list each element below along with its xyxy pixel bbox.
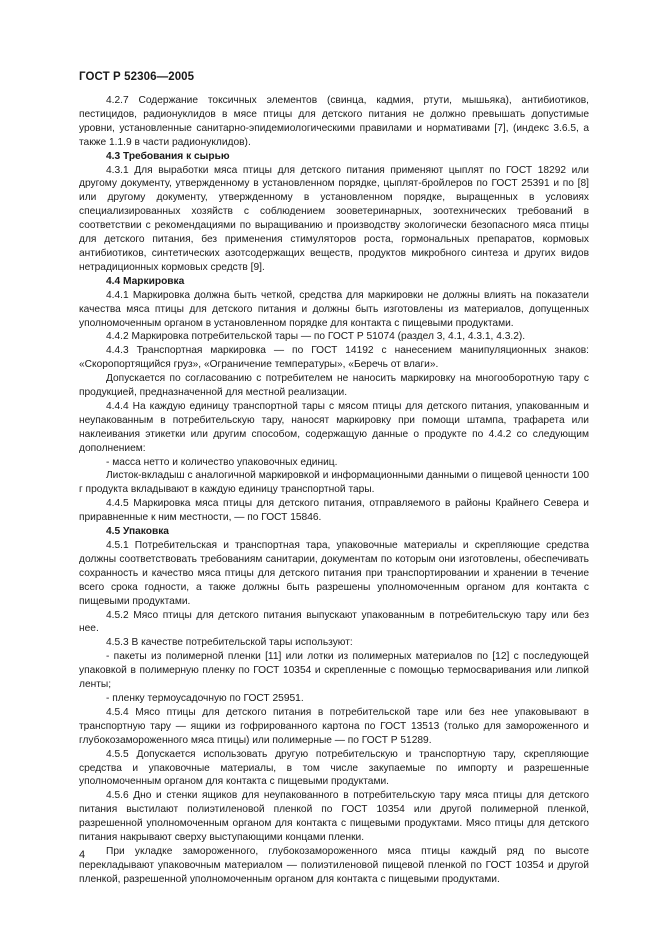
page-number: 4 [79,849,86,861]
document-header: ГОСТ Р 52306—2005 [79,71,195,83]
paragraph: 4.5.4 Мясо птицы для детского питания в потребительской таре или без нее упаковывают в транспортную тару — ящики из гофрированного картона по ГОСТ 13513 (только для замороженного и глубокозамороженного мяса птицы) или полимерные — по ГОСТ Р 51289. [79,706,589,746]
paragraph: 4.5.6 Дно и стенки ящиков для неупакованного в потребительскую тару мяса птицы для детского питания выстилают полиэтиленовой пленкой по ГОСТ 10354 или другой полимерной пленкой, разрешенной уполномоченным органом для контакта с пищевыми продуктами. Мясо птицы для детского питания накрывают сверху выступающими концами пленки. [79,790,589,844]
paragraph: 4.4.4 На каждую единицу транспортной тары с мясом птицы для детского питания, упакованным и неупакованным в потребительскую тару, наносят маркировку при помощи штампа, трафарета или наклеивания этикетки или другим способом, содержащую данные о продукте по 4.4.2 со следующим дополнением: [79,400,589,454]
paragraph: 4.5.3 В качестве потребительской тары используют: [106,637,353,649]
paragraph: При укладке замороженного, глубокозамороженного мяса птицы каждый ряд по высоте перекладывают упаковочным материалом — полиэтиленовой пищевой пленкой по ГОСТ 10354 и другой пленкой, разрешенной уполномоченным органом для контакта с пищевыми продуктами. [79,845,589,885]
paragraph: 4.4.5 Маркировка мяса птицы для детского питания, отправляемого в районы Крайнего Севера и приравненные к ним местности, — по ГОСТ 15846. [79,498,589,524]
document-body [79,94,589,887]
paragraph: 4.4.2 Маркировка потребительской тары — по ГОСТ Р 51074 (раздел 3, 4.1, 4.3.1, 4.3.2). [106,331,526,343]
paragraph: 4.4.3 Транспортная маркировка — по ГОСТ 14192 с нанесением манипуляционных знаков: «Скоропортящийся груз», «Ограничение температуры», «Беречь от влаги». [79,345,589,371]
paragraph: 4.4.1 Маркировка должна быть четкой, средства для маркировки не должны влиять на показатели качества мяса птицы для детского питания и должны быть изготовлены из материалов, допущенных уполномоченным органом в установленном порядке для контакта с пищевыми продуктами. [79,289,589,329]
paragraph: 4.2.7 Содержание токсичных элементов (свинца, кадмия, ртути, мышьяка), антибиотиков, пестицидов, радионуклидов в мясе птицы для детского питания не должно превышать допустимые уровни, установленные санитарно-эпидемиологическими правилами и нормативами [7], (индекс 3.6.5, а также 1.1.9 в части радионуклидов). [79,95,589,148]
paragraph: Допускается по согласованию с потребителем не наносить маркировку на многооборотную тару с продукцией, предназначенной для местной реализации. [79,373,589,399]
paragraph: 4.5.2 Мясо птицы для детского питания выпускают упакованным в потребительскую тару или без нее. [79,609,589,635]
section-heading: 4.4 Маркировка [106,275,185,287]
section-heading: 4.3 Требования к сырью [106,150,230,162]
paragraph: 4.5.1 Потребительская и транспортная тара, упаковочные материалы и скрепляющие средства должны соответствовать требованиям санитарии, документам по которым они изготовлены, обеспечивать сохранность и качество мяса птицы для детского питания при транспортировании и хранении в течение всего срока годности, а также должны быть разрешены уполномоченным органом для контакта с пищевыми продуктами. [79,540,589,607]
paragraph: - масса нетто и количество упаковочных единиц. [106,456,338,468]
section-heading: 4.5 Упаковка [106,526,169,538]
paragraph: Листок-вкладыш с аналогичной маркировкой и информационными данными о пищевой ценности 100 г продукта вкладывают в каждую единицу транспортной тары. [79,470,589,496]
paragraph: 4.5.5 Допускается использовать другую потребительскую и транспортную тару, скрепляющие средства и упаковочные материалы, в том числе закупаемые по импорту и разрешенные уполномоченным органом для контакта с пищевыми продуктами. [79,748,589,788]
paragraph: - пленку термоусадочную по ГОСТ 25951. [106,692,304,704]
paragraph: - пакеты из полимерной пленки [11] или лотки из полимерных материалов по [12] с последующей упаковкой в полимерную пленку по ГОСТ 10354 и скрепленные с помощью термосваривания или липкой ленты; [79,651,589,691]
paragraph: 4.3.1 Для выработки мяса птицы для детского питания применяют цыплят по ГОСТ 18292 или другому документу, утвержденному в установленном порядке, цыплят-бройлеров по ГОСТ 25391 и по [8] или другому документу, утвержденному в установленном порядке, выращенных в условиях специализированных хозяйств с соблюдением зооветеринарных, зоотехнических требований в соответствии с рекомендациями по выращиванию и производству экологически безопасного мяса птицы для детского питания, без применения стимуляторов роста, гормональных препаратов, кормовых антибиотиков, синтетических азотсодержащих веществ, продуктов микробного синтеза и других видов нетрадиционных кормовых средств [9]. [79,164,589,273]
